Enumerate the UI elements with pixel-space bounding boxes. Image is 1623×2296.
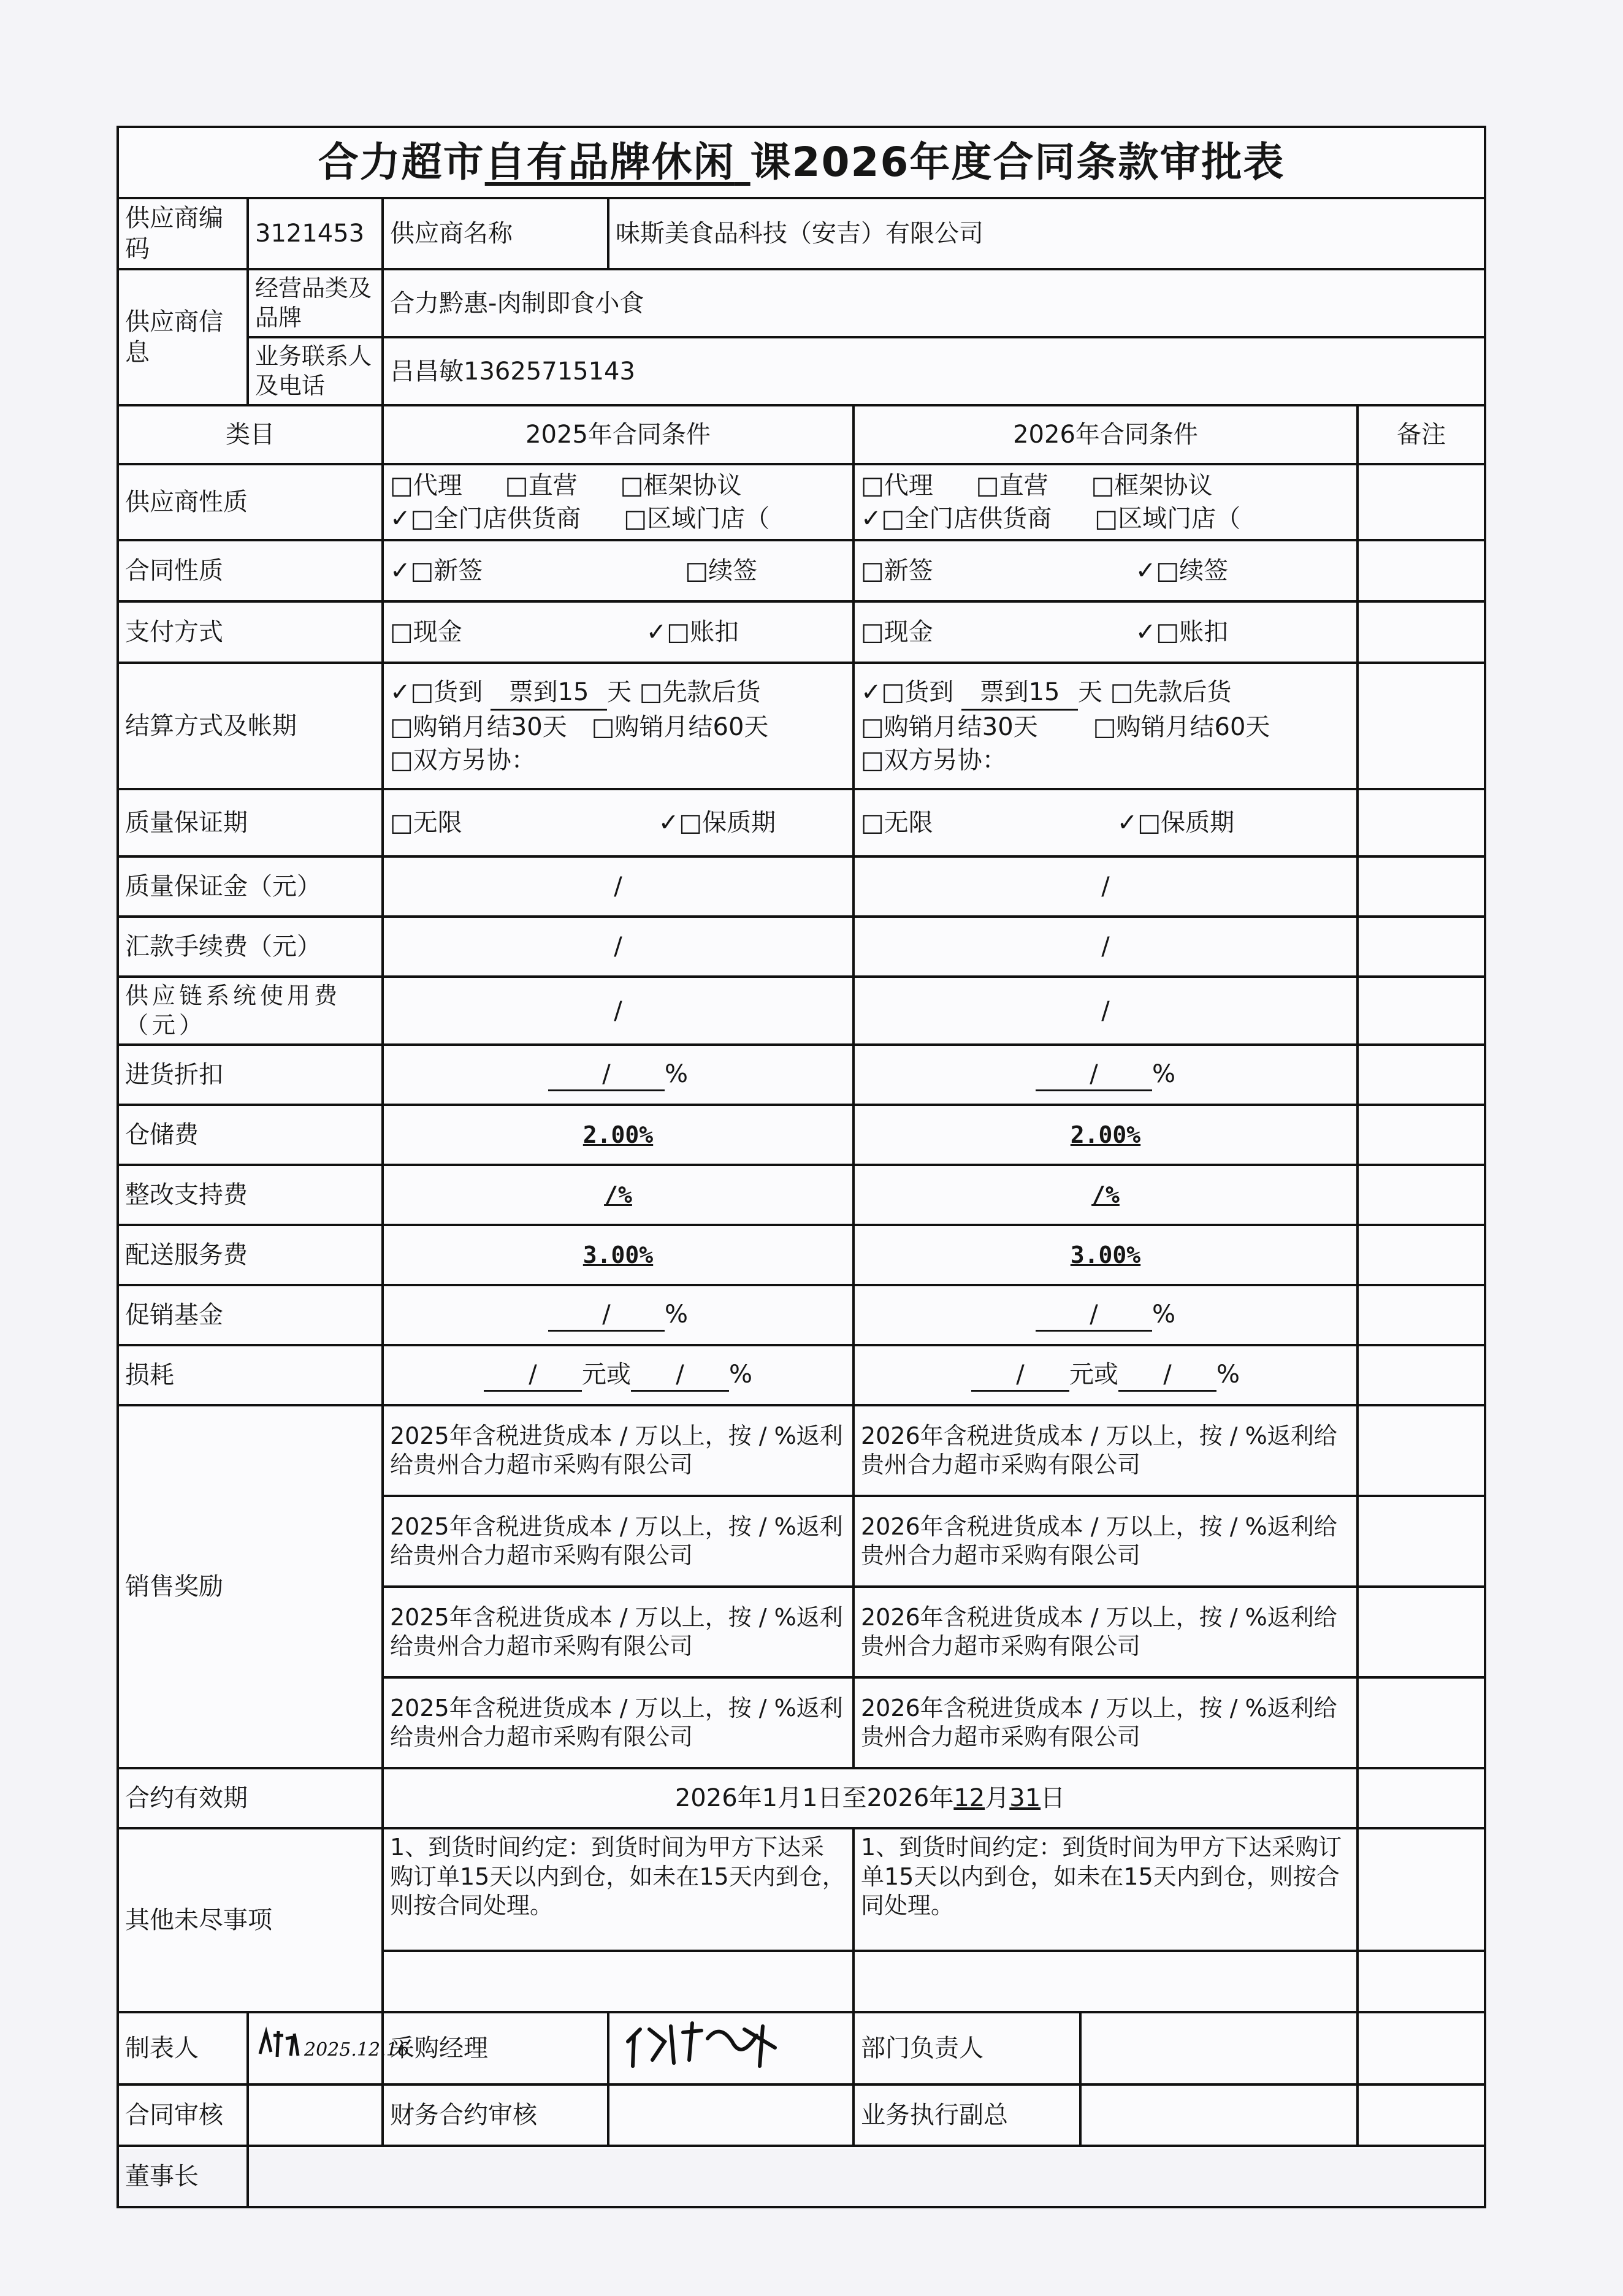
shelf-life-checkbox[interactable]: □保质期 [679, 809, 776, 837]
validity-month: 12 [953, 1784, 985, 1812]
percent-sign: % [1151, 1059, 1175, 1088]
purchase-mgr-signature [608, 2012, 854, 2084]
approval-form-sheet [116, 126, 1484, 2191]
validity-month-unit: 月 [985, 1784, 1010, 1812]
unlimited-checkbox[interactable]: □无限 [861, 809, 933, 837]
check-mark: ✓ [390, 505, 411, 533]
promo-2026 [854, 1285, 1358, 1345]
reward-2025-row3: 2025年含税进货成本 / 万以上，按 / %返利给贵州合力超市采购有限公司 [383, 1587, 854, 1677]
rectify-remark [1358, 1165, 1485, 1225]
day-unit: 天 [607, 677, 632, 706]
approval-form-table [116, 126, 1486, 2208]
payment-2025 [383, 601, 854, 663]
check-mark: ✓ [658, 809, 679, 837]
new-sign-checkbox[interactable]: □新签 [410, 557, 483, 585]
preparer-signature [248, 2012, 410, 2084]
scm-fee-label: 供应链系统使用费（元） [118, 977, 383, 1045]
title-rest: 课2026年度合同条款审批表 [750, 138, 1285, 186]
reward-label: 销售奖励 [118, 1405, 383, 1768]
rectify-2026 [854, 1165, 1358, 1225]
exec-vp-signature [1080, 2084, 1358, 2146]
rectify-label: 整改支持费 [118, 1165, 383, 1225]
unlimited-checkbox[interactable]: □无限 [390, 809, 462, 837]
payment-remark [1358, 601, 1485, 663]
supplier-code: 3121453 [248, 198, 383, 269]
percent-sign: % [1151, 1300, 1175, 1329]
monthly60-checkbox[interactable]: □购销月结60天 [1093, 712, 1270, 741]
preparer-signature-image [255, 2020, 410, 2069]
scm-fee-2025: / [383, 977, 854, 1045]
deposit-2025: / [383, 856, 854, 917]
title-store: 合力超市 [318, 138, 485, 186]
pay-on-delivery-checkbox[interactable]: □货到 [410, 677, 483, 706]
check-mark: ✓ [646, 618, 667, 646]
storage-2026-value: 2.00% [1070, 1121, 1141, 1148]
delivery-2025 [383, 1225, 854, 1285]
storage-label: 仓储费 [118, 1105, 383, 1165]
reward-2026-row1: 2026年含税进货成本 / 万以上，按 / %返利给贵州合力超市采购有限公司 [854, 1405, 1358, 1496]
delivery-label: 配送服务费 [118, 1225, 383, 1285]
others-2025: 1、到货时间约定：到货时间为甲方下达采购订单15天以内到仓，如未在15天内到仓，则按合同处理。 [383, 1828, 854, 1951]
validity-day: 31 [1009, 1784, 1041, 1812]
ticket-term: 票到15 [961, 676, 1078, 711]
check-mark: ✓ [390, 557, 411, 585]
validity-value [383, 1768, 1358, 1828]
promo-blank: / [1036, 1299, 1152, 1332]
rectify-2025 [383, 1165, 854, 1225]
warranty-label: 质量保证期 [118, 789, 383, 856]
check-mark: ✓ [1135, 557, 1156, 585]
contract-type-remark [1358, 540, 1485, 601]
nature-label: 供应商性质 [118, 464, 383, 540]
payment-label: 支付方式 [118, 601, 383, 663]
storage-2025 [383, 1105, 854, 1165]
promo-label: 促销基金 [118, 1285, 383, 1345]
check-mark: ✓ [1117, 809, 1138, 837]
loss-label: 损耗 [118, 1345, 383, 1405]
account-checkbox[interactable]: □账扣 [666, 618, 739, 646]
reward-remark-row2 [1358, 1496, 1485, 1587]
dept-head-label: 部门负责人 [854, 2012, 1080, 2084]
delivery-2025-value: 3.00% [582, 1241, 654, 1268]
contract-type-2026 [854, 540, 1358, 601]
percent-sign: % [1216, 1360, 1240, 1389]
contact-value: 吕昌敏13625715143 [383, 337, 1485, 405]
percent-sign: % [664, 1059, 688, 1088]
promo-remark [1358, 1285, 1485, 1345]
discount-2026 [854, 1045, 1358, 1105]
supplier-name: 味斯美食品科技（安吉）有限公司 [608, 198, 1485, 269]
scm-fee-2026: / [854, 977, 1358, 1045]
yuan-or: 元或 [1069, 1360, 1118, 1389]
delivery-2026-value: 3.00% [1070, 1241, 1141, 1268]
chairman-label: 董事长 [118, 2146, 248, 2207]
settlement-2026 [854, 663, 1358, 789]
warranty-remark [1358, 789, 1485, 856]
reward-remark-row3 [1358, 1587, 1485, 1677]
dept-head-remark [1358, 2012, 1485, 2084]
supplier-code-label: 供应商编码 [118, 198, 248, 269]
supplier-name-label: 供应商名称 [383, 198, 608, 269]
others-label: 其他未尽事项 [118, 1828, 383, 2012]
storage-remark [1358, 1105, 1485, 1165]
agent-checkbox[interactable]: □代理 [390, 471, 462, 500]
regional-checkbox[interactable]: □区域门店（ [1094, 505, 1241, 533]
finance-signature [608, 2084, 854, 2146]
others-2026-blank [854, 1951, 1358, 2012]
reward-2025-row1: 2025年含税进货成本 / 万以上，按 / %返利给贵州合力超市采购有限公司 [383, 1405, 854, 1496]
nature-2026 [854, 464, 1358, 540]
check-mark: ✓ [1135, 618, 1156, 646]
header-2025: 2025年合同条件 [383, 405, 854, 464]
purchase-mgr-signature-image [616, 2017, 800, 2072]
reward-remark-row1 [1358, 1405, 1485, 1496]
nature-2025 [383, 464, 854, 540]
validity-remark [1358, 1768, 1485, 1828]
reward-2025-row2: 2025年含税进货成本 / 万以上，按 / %返利给贵州合力超市采购有限公司 [383, 1496, 854, 1587]
day-unit: 天 [1078, 677, 1103, 706]
rectify-2025-value: /% [604, 1181, 632, 1208]
chairman-signature [248, 2146, 1485, 2207]
nature-remark [1358, 464, 1485, 540]
storage-2025-value: 2.00% [582, 1121, 654, 1148]
loss-pct-blank: / [1118, 1359, 1216, 1392]
percent-sign: % [728, 1360, 752, 1389]
discount-2025 [383, 1045, 854, 1105]
cash-checkbox[interactable]: □现金 [390, 618, 462, 646]
discount-label: 进货折扣 [118, 1045, 383, 1105]
loss-amount-blank: / [484, 1359, 582, 1392]
form-title [118, 127, 1485, 198]
contact-label: 业务联系人及电话 [248, 337, 383, 405]
loss-pct-blank: / [631, 1359, 729, 1392]
validity-label: 合约有效期 [118, 1768, 383, 1828]
reward-2026-row3: 2026年含税进货成本 / 万以上，按 / %返利给贵州合力超市采购有限公司 [854, 1587, 1358, 1677]
renew-checkbox[interactable]: □续签 [1156, 557, 1229, 585]
payment-2026 [854, 601, 1358, 663]
ticket-term: 票到15 [491, 676, 607, 711]
settlement-remark [1358, 663, 1485, 789]
loss-2026 [854, 1345, 1358, 1405]
contract-type-2025 [383, 540, 854, 601]
title-category: 自有品牌休闲 [484, 138, 735, 186]
others-2026: 1、到货时间约定：到货时间为甲方下达采购订单15天以内到仓，如未在15天内到仓，则按合同处理。 [854, 1828, 1358, 1951]
monthly60-checkbox[interactable]: □购销月结60天 [591, 712, 769, 741]
check-mark: ✓ [390, 677, 411, 706]
delivery-2026 [854, 1225, 1358, 1285]
all-store-checkbox[interactable]: □全门店供货商 [410, 505, 581, 533]
percent-sign: % [664, 1300, 688, 1329]
supplier-info-label: 供应商信息 [118, 269, 248, 405]
warranty-2026 [854, 789, 1358, 856]
yuan-or: 元或 [581, 1360, 631, 1389]
others-remark [1358, 1828, 1485, 1951]
regional-checkbox[interactable]: □区域门店（ [624, 505, 770, 533]
direct-checkbox[interactable]: □直营 [976, 471, 1048, 500]
prepay-checkbox[interactable]: □先款后货 [1110, 677, 1232, 706]
account-checkbox[interactable]: □账扣 [1156, 618, 1229, 646]
loss-amount-blank: / [971, 1359, 1069, 1392]
validity-start: 2026年1月1日至2026年 [674, 1784, 954, 1812]
settlement-label: 结算方式及帐期 [118, 663, 383, 789]
exec-vp-label: 业务执行副总 [854, 2084, 1080, 2146]
remit-fee-2025: / [383, 917, 854, 977]
shelf-life-checkbox[interactable]: □保质期 [1137, 809, 1235, 837]
prepay-checkbox[interactable]: □先款后货 [639, 677, 761, 706]
preparer-label: 制表人 [118, 2012, 248, 2084]
preparer-date: 2025.12.16 [304, 2039, 410, 2061]
direct-checkbox[interactable]: □直营 [505, 471, 578, 500]
deposit-remark [1358, 856, 1485, 917]
framework-checkbox[interactable]: □框架协议 [620, 471, 742, 500]
category-label: 经营品类及品牌 [248, 269, 383, 337]
renew-checkbox[interactable]: □续签 [685, 557, 758, 585]
scm-fee-remark [1358, 977, 1485, 1045]
finance-label: 财务合约审核 [383, 2084, 608, 2146]
framework-checkbox[interactable]: □框架协议 [1091, 471, 1213, 500]
reward-2026-row2: 2026年含税进货成本 / 万以上，按 / %返利给贵州合力超市采购有限公司 [854, 1496, 1358, 1587]
storage-2026 [854, 1105, 1358, 1165]
loss-remark [1358, 1345, 1485, 1405]
others-remark-blank [1358, 1951, 1485, 2012]
validity-day-unit: 日 [1041, 1784, 1066, 1812]
header-item: 类目 [118, 405, 383, 464]
new-sign-checkbox[interactable]: □新签 [861, 557, 933, 585]
all-store-checkbox[interactable]: □全门店供货商 [881, 505, 1052, 533]
header-remark: 备注 [1358, 405, 1485, 464]
dept-head-signature [1080, 2012, 1358, 2084]
remit-fee-label: 汇款手续费（元） [118, 917, 383, 977]
header-2026: 2026年合同条件 [854, 405, 1358, 464]
cash-checkbox[interactable]: □现金 [861, 618, 933, 646]
promo-2025 [383, 1285, 854, 1345]
warranty-2025 [383, 789, 854, 856]
monthly30-checkbox[interactable]: □购销月结30天 [861, 712, 1038, 741]
reward-2025-row4: 2025年含税进货成本 / 万以上，按 / %返利给贵州合力超市采购有限公司 [383, 1677, 854, 1768]
loss-2025 [383, 1345, 854, 1405]
pay-on-delivery-checkbox[interactable]: □货到 [881, 677, 954, 706]
reward-remark-row4 [1358, 1677, 1485, 1768]
mutual-checkbox[interactable]: □双方另协： [390, 746, 536, 774]
review-label: 合同审核 [118, 2084, 248, 2146]
exec-vp-remark [1358, 2084, 1485, 2146]
settlement-2025 [383, 663, 854, 789]
reward-2026-row4: 2026年含税进货成本 / 万以上，按 / %返利给贵州合力超市采购有限公司 [854, 1677, 1358, 1768]
monthly30-checkbox[interactable]: □购销月结30天 [390, 712, 567, 741]
deposit-label: 质量保证金（元） [118, 856, 383, 917]
delivery-remark [1358, 1225, 1485, 1285]
mutual-checkbox[interactable]: □双方另协： [861, 746, 1007, 774]
review-signature [248, 2084, 383, 2146]
others-2025-blank [383, 1951, 854, 2012]
check-mark: ✓ [861, 505, 882, 533]
check-mark: ✓ [861, 677, 882, 706]
rectify-2026-value: /% [1091, 1181, 1120, 1208]
promo-blank: / [548, 1299, 665, 1332]
agent-checkbox[interactable]: □代理 [861, 471, 933, 500]
deposit-2026: / [854, 856, 1358, 917]
discount-remark [1358, 1045, 1485, 1105]
contract-type-label: 合同性质 [118, 540, 383, 601]
purchase-mgr-label: 采购经理 [383, 2012, 608, 2084]
remit-fee-remark [1358, 917, 1485, 977]
discount-blank: / [1036, 1059, 1152, 1091]
discount-blank: / [548, 1059, 665, 1091]
remit-fee-2026: / [854, 917, 1358, 977]
category-value: 合力黔惠-肉制即食小食 [383, 269, 1485, 337]
